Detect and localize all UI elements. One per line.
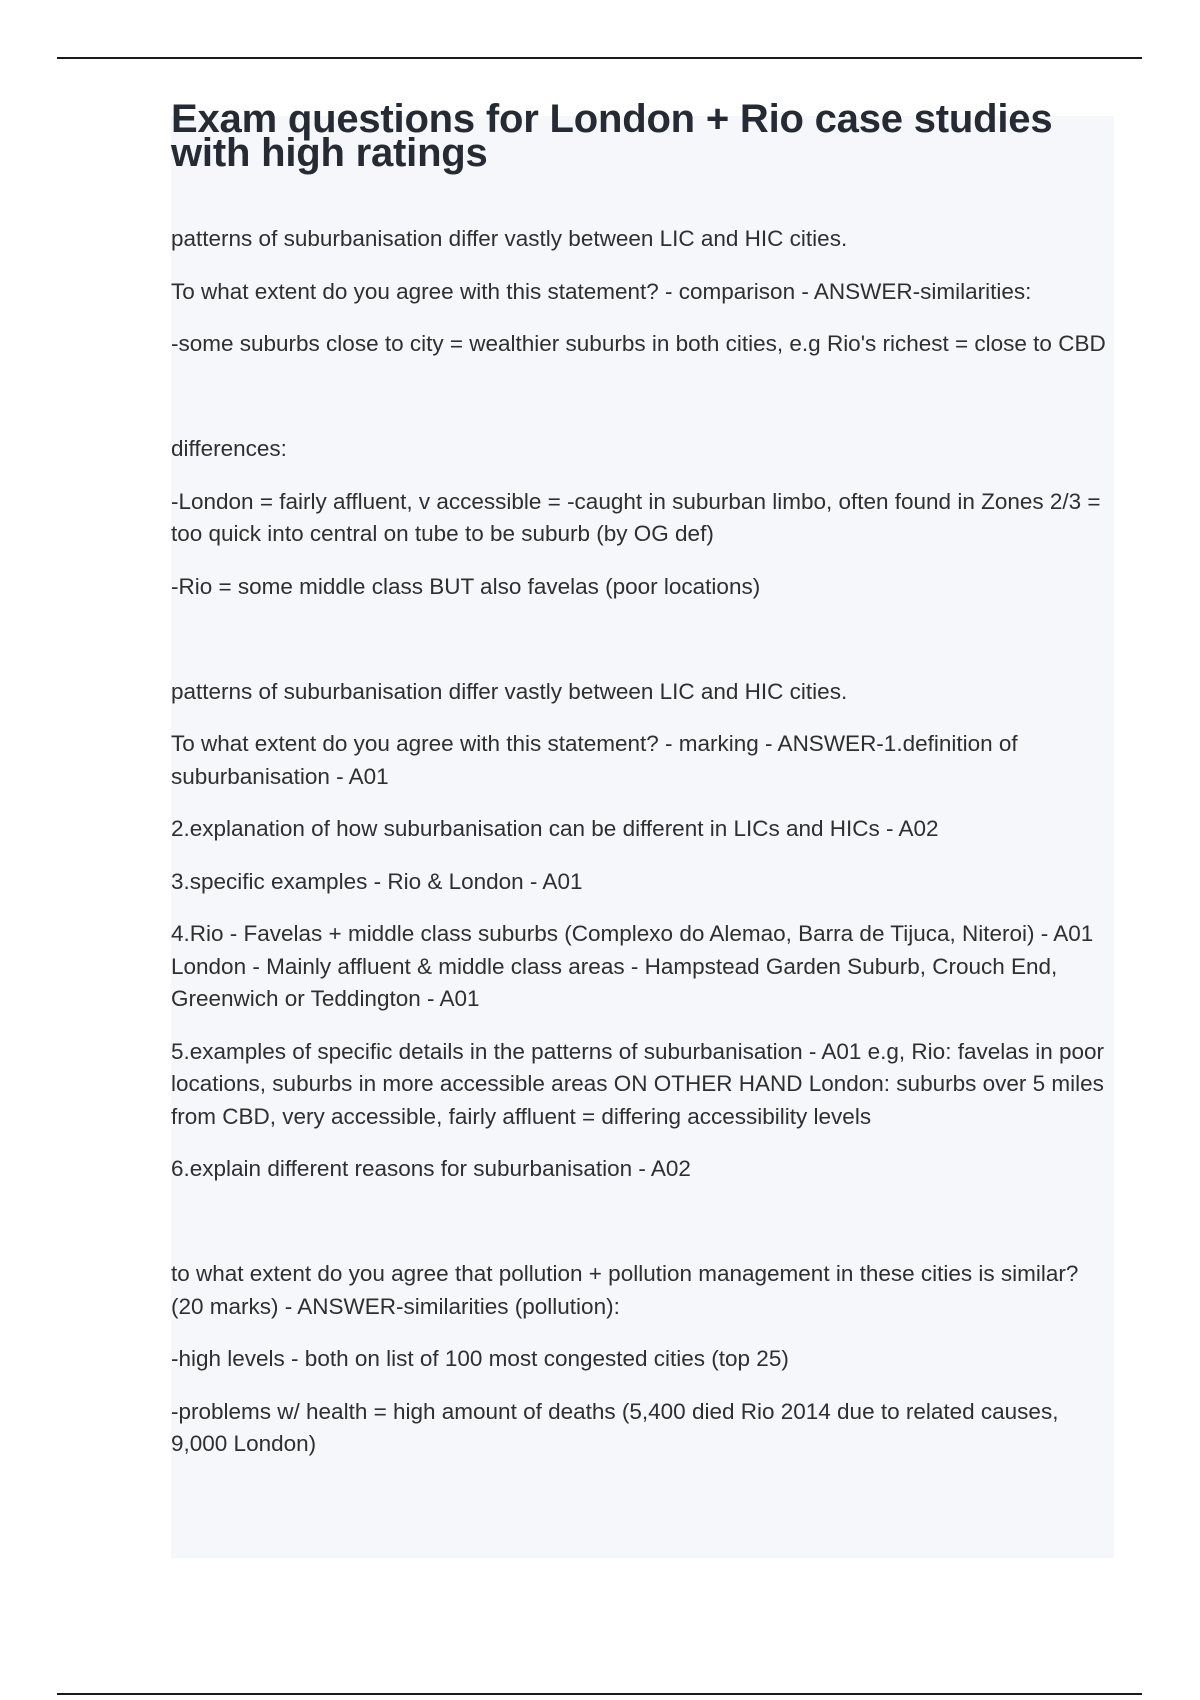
paragraph: differences:	[171, 436, 287, 461]
paragraph: 6.explain different reasons for suburbanisation - A02	[171, 1156, 691, 1181]
paragraph: -some suburbs close to city = wealthier suburbs in both cities, e.g Rio's richest = close to CBD	[171, 331, 1106, 356]
top-rule	[57, 57, 1142, 59]
paragraph: To what extent do you agree with this statement? - marking - ANSWER-1.definition of suburbanisation - A01	[171, 731, 1018, 789]
paragraph: -problems w/ health = high amount of deaths (5,400 died Rio 2014 due to related causes, 9,000 London)	[171, 1398, 1059, 1456]
paragraph: 3.specific examples - Rio & London - A01	[171, 868, 583, 894]
paragraph: -high levels - both on list of 100 most congested cities (top 25)	[171, 1346, 789, 1371]
document-title: Exam questions for London + Rio case studies with high ratings	[171, 97, 1053, 175]
paragraph: patterns of suburbanisation differ vastly between LIC and HIC cities.	[171, 226, 848, 251]
paragraph: 2.explanation of how suburbanisation can be different in LICs and HICs - A02	[171, 816, 939, 841]
paragraph: -London = fairly affluent, v accessible = -caught in suburban limbo, often found in Zones 2/3 = too quick into central on tube to be suburb (by OG def)	[171, 488, 1101, 546]
paragraph: 5.examples of specific details in the patterns of suburbanisation - A01 e.g, Rio: favelas in poor locations, suburbs in more accessible areas ON OTHER HAND London: suburbs over 5 miles from CBD, very accessible, fairly affluent = differing accessibility levels	[171, 1038, 1105, 1129]
paragraph: to what extent do you agree that pollution + pollution management in these cities is similar? (20 marks) - ANSWER-similarities (pollution):	[171, 1261, 1079, 1319]
section-gap	[171, 1206, 1116, 1259]
document-body	[171, 223, 1116, 1481]
paragraph: 4.Rio - Favelas + middle class suburbs (Complexo do Alemao, Barra de Tijuca, Niteroi) - A01 London - Mainly affluent & middle class areas - Hampstead Garden Suburb, Crouch End, Greenwich or Teddington - A01	[171, 921, 1094, 1011]
paragraph: -Rio = some middle class BUT also favelas (poor locations)	[171, 573, 761, 599]
section-gap	[171, 623, 1116, 676]
paragraph: patterns of suburbanisation differ vastly between LIC and HIC cities.	[171, 678, 848, 704]
section-gap	[171, 381, 1116, 434]
bottom-rule	[57, 1693, 1142, 1695]
paragraph: To what extent do you agree with this statement? - comparison - ANSWER-similarities:	[171, 278, 1032, 304]
